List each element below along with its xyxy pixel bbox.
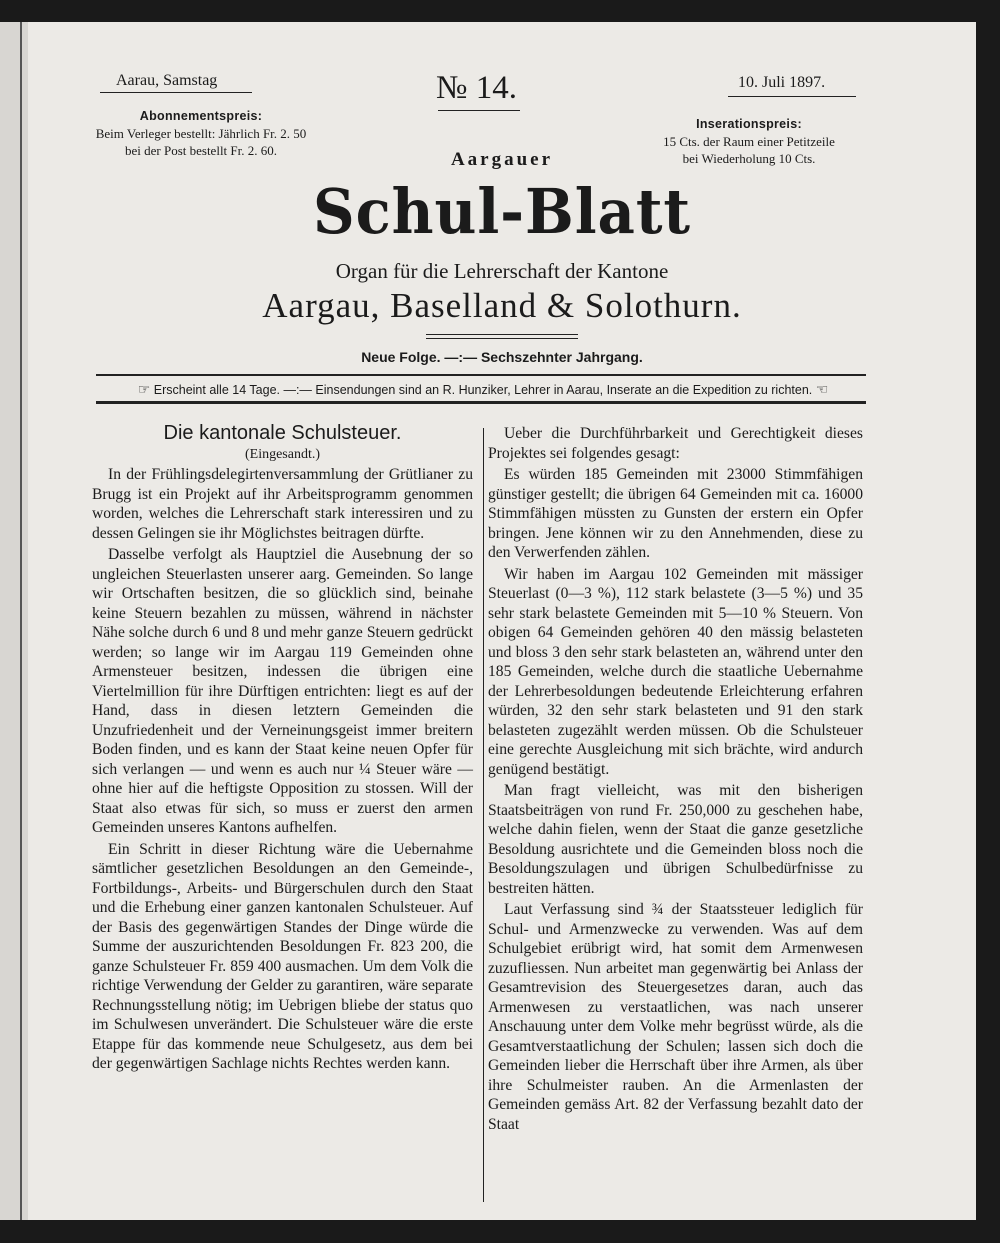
organ-line: Organ für die Lehrerschaft der Kantone bbox=[335, 259, 669, 283]
binding-edge bbox=[0, 22, 28, 1220]
right-paragraph: Es würden 185 Gemeinden mit 23000 Stimmfähigen günstiger gestellt; die übrigen 64 Gemeinden mit ca. 16000 Stimmfähigen müssten zu Gunsten der erstern ein Opfer bringen. Jene können wir zu den Annehmenden, diese zu den Verwerfenden zählen. bbox=[488, 466, 863, 561]
insertion-title: Inserationspreis: bbox=[696, 117, 802, 131]
left-column bbox=[92, 424, 473, 1074]
newspaper-page bbox=[28, 22, 976, 1220]
binding-stripe bbox=[20, 22, 22, 1220]
ornament-rule-1 bbox=[426, 334, 578, 335]
place-rule bbox=[100, 92, 252, 93]
place-day: Aarau, Samstag bbox=[116, 72, 218, 89]
right-column bbox=[488, 424, 863, 1134]
subscription-line2: bei der Post bestellt Fr. 2. 60. bbox=[124, 143, 278, 158]
right-paragraph: Man fragt vielleicht, was mit den bisherigen Staatsbeiträgen von rund Fr. 250,000 zu geschehen habe, welche dahin fielen, wenn der Staat die ganze gesetzliche Besoldung ausrichtete und die Gemeinden bloss noch die Besoldungszulagen und übrigen Schulbedürfnisse zu bestreiten hätten. bbox=[488, 782, 863, 897]
number-rule bbox=[438, 110, 520, 111]
article-note: (Eingesandt.) bbox=[244, 446, 321, 462]
right-paragraph: Laut Verfassung sind ¾ der Staatssteuer lediglich für Schul- und Armenzwecke zu verwenden. Was auf dem Schulgebiet erübrigt wird, hat somit dem Armenwesen zuzufliessen. Nun arbeitet man gegenwärtig bei Anlass der Gesamtrevision des Steuergesetzes daran, auch das Armenwesen zu verstaatlichen, was nach unserer Anschauung unter dem Volke mehr begrüsst würde, als die Gesamtverstaatlichung der Schulen; lassen sich doch die Gemeinden lieber die Herrschaft über ihre Armen, als über ihre Schulmeister rauben. An die Armenlasten der Gemeinden gemäss Art. 82 der Verfassung bezahlt dato der Staat bbox=[488, 901, 863, 1133]
cantons-line: Aargau, Baselland & Solothurn. bbox=[262, 286, 742, 325]
subscription-title: Abonnementspreis: bbox=[139, 109, 263, 123]
kicker: Aargauer bbox=[450, 149, 554, 170]
date-rule bbox=[728, 96, 856, 97]
subscription-line1: Beim Verleger bestellt: Jährlich Fr. 2. 50 bbox=[95, 126, 307, 141]
insertion-line2: bei Wiederholung 10 Cts. bbox=[682, 151, 816, 166]
right-paragraph: Ueber die Durchführbarkeit und Gerechtigkeit dieses Projektes sei folgendes gesagt: bbox=[488, 425, 863, 462]
banner-top-rule bbox=[96, 374, 866, 376]
ornament-rule-2 bbox=[426, 338, 578, 339]
banner-text: Erscheint alle 14 Tage. —:— Einsendungen sind an R. Hunziker, Lehrer in Aarau, Inserate an die Expedition zu richten. bbox=[153, 383, 813, 397]
left-paragraph: In der Frühlingsdelegirtenversammlung der Grütlianer zu Brugg ist ein Projekt auf ihr Arbeitsprogramm genommen worden, welches die Lehrerschaft stark interessiren und zu dessen Gelingen sie ihr Möglichstes beitragen dürfte. bbox=[92, 466, 473, 542]
article-title: Die kantonale Schulsteuer. bbox=[163, 422, 402, 444]
series-line: Neue Folge. —:— Sechszehnter Jahrgang. bbox=[361, 349, 643, 365]
issue-number: № 14. bbox=[436, 70, 517, 106]
column-divider bbox=[483, 428, 484, 1202]
left-paragraph: Ein Schritt in dieser Richtung wäre die Uebernahme sämtlicher gesetzlichen Besoldungen an den Gemeinde-, Fortbildungs-, Arbeits- und Bürgerschulen durch den Staat und die Erhebung einer ganzen kantonalen Schulsteuer. Auf der Basis des gegenwärtigen Standes der Dinge würde die Summe der auszurichtenden Besoldungen Fr. 823 200, die ganze Schulsteuer Fr. 859 400 ausmachen. Um dem Volk die richtige Verwendung der Gelder zu garantiren, wäre separate Rechnungsstellung nötig; im Uebrigen bliebe der status quo im Schulwesen unverändert. Die Schulsteuer wäre die erste Etappe für das kommende neue Schulgesetz, aus dem bei der gegenwärtigen Sachlage nichts Rechtes werden kann. bbox=[92, 840, 473, 1072]
issue-date: 10. Juli 1897. bbox=[738, 74, 826, 91]
banner-bottom-rule bbox=[96, 401, 866, 404]
pointing-hand-left-icon: ☜ bbox=[815, 382, 829, 398]
insertion-line1: 15 Cts. der Raum einer Petitzeile bbox=[663, 134, 835, 149]
right-paragraph: Wir haben im Aargau 102 Gemeinden mit mässiger Steuerlast (0—3 %), 112 stark belastete (3—5 %) und 35 sehr stark belastete Gemeinden mit 5—10 % Steuern. Von obigen 64 Gemeinden gehören 40 den mässig belasteten und bloss 3 den sehr stark belasteten an, während unter den 185 Gemeinden, welche durch die staatliche Uebernahme der Lehrerbesoldungen bedeutende Erleichterung erfahren würden, 32 den sehr stark belasteten und 91 den stark belasteten zugezählt werden müssen. Ob die Schulsteuer eine gerechte Ausgleichung mit sich brächte, wird andurch genügend bestätigt. bbox=[488, 565, 863, 778]
masthead-title: Schul-Blatt bbox=[313, 175, 691, 248]
left-paragraph: Dasselbe verfolgt als Hauptziel die Ausebnung der so ungleichen Steuerlasten unserer aarg. Gemeinden. So lange wir Ortschaften besitzen, die so glücklich sind, beinahe keine Steuern bezahlen zu müssen, während in nächster Nähe solche durch 6 und 8 und mehr ganze Steuern gedrückt werden; so lange wir im Aargau 119 Gemeinden ohne Armensteuer besitzen, indessen die übrigen eine Viertelmillion für ihre Dürftigen entrichten: liegt es auf der Hand, dass in diesen letztern Gemeinden die Unzufriedenheit und der Verneinungsgeist immer breitern Boden finden, und es kann der Staat keine neuen Opfer für sich verlangen — und wenn es auch nur ¼ Steuer wäre — ohne hier auf die heftigste Opposition zu stossen. Will der Staat also etwas für sich, so muss er zuerst den armen Gemeinden unseres Kantons aufhelfen. bbox=[92, 546, 473, 836]
banner bbox=[98, 382, 868, 398]
pointing-hand-right-icon: ☞ bbox=[137, 382, 151, 398]
